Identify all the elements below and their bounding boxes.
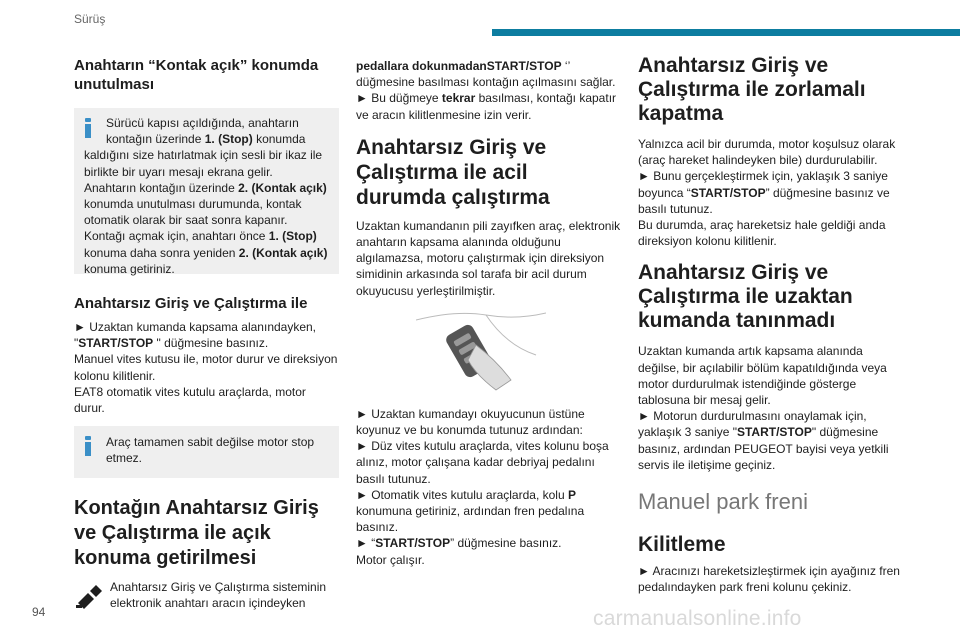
note-text: kontağın üzerinde 1. (Stop) konumda	[106, 132, 306, 147]
info-note	[74, 108, 339, 274]
paragraph: Uzaktan kumanda artık kapsama alanında değilse, bir açılabilir bölüm kapatıldığında veya motor durdurulmak istendiğinde gösterge tablosuna bir mesaj gelir.	[638, 344, 887, 408]
header-accent-bar	[492, 29, 960, 36]
paragraph: ► Uzaktan kumanda kapsama alanındayken, "START/STOP " düğmesine basınız.	[74, 320, 317, 351]
info-icon	[85, 436, 91, 456]
car-keyless-icon	[74, 581, 104, 611]
paragraph: pedallara dokunmadanSTART/STOP ‘’	[356, 59, 571, 73]
paragraph: Yalnızca acil bir durumda, motor koşulsuz olarak (araç hareket halindeyken bile) durdurulabilir.	[638, 137, 896, 168]
heading-manual-parking-brake: Manuel park freni	[638, 489, 808, 515]
car-icon-paragraph: Anahtarsız Giriş ve Çalıştırma sisteminin elektronik anahtarı aracın içindeyken	[74, 579, 339, 611]
paragraph: ► Düz vites kutulu araçlarda, vites kolunu boşa alınız, motor çalışana kadar debriyaj pedalını basılı tutunuz.	[356, 439, 609, 486]
paragraph: ► Bu düğmeye tekrar basılması, kontağı kapatır ve aracın kilitlenmesine izin verir.	[356, 91, 617, 122]
column-left	[74, 56, 339, 612]
info-icon	[85, 118, 91, 138]
note-text: Anahtarın kontağın üzerinde 2. (Kontak açık) konumda unutulması durumunda, kontak otomatik olarak bir saat sonra kapanır.	[84, 180, 327, 228]
heading-locking: Kilitleme	[638, 533, 726, 557]
info-note	[74, 426, 339, 478]
paragraph: ► Motorun durdurulmasını onaylamak için, yaklaşık 3 saniye "START/STOP" düğmesine basınız, ardından PEUGEOT bayisi veya yetkili servis ile iletişime geçiniz.	[638, 409, 889, 472]
paragraph: Uzaktan kumandanın pili zayıfken araç, elektronik anahtarın kapsama alanında olduğunu algılamazsa, motoru çalıştırmak için direksiyon simidinin arkasında sol tarafa bir acil durum okuyucusu yerleştirilmiştir.	[356, 218, 621, 298]
heading-keyless-ignition-on: Kontağın Anahtarsız Giriş ve Çalıştırma ile açık konuma getirilmesi	[74, 497, 319, 570]
heading-keyless-stop: Anahtarsız Giriş ve Çalıştırma ile	[74, 295, 308, 312]
heading-remote-not-recognised: Anahtarsız Giriş ve Çalıştırma ile uzaktan kumanda tanınmadı	[638, 261, 853, 333]
paragraph: Manuel vites kutusu ile, motor durur ve direksiyon kolonu kilitlenir.	[74, 352, 338, 383]
note-text: Kontağı açmak için, anahtarı önce 1. (Stop) konuma daha sonra yeniden 2. (Kontak açık) konuma getiriniz.	[84, 229, 328, 276]
paragraph: ► Bunu gerçekleştirmek için, yaklaşık 3 saniye boyunca “START/STOP” düğmesine basınız ve basılı tutunuz.	[638, 169, 890, 216]
paragraph: ► Otomatik vites kutulu araçlarda, kolu P konumuna getiriniz, ardından fren pedalına basınız.	[356, 487, 585, 535]
note-text: Araç tamamen sabit değilse motor stop etmez.	[106, 435, 315, 466]
paragraph: Motor çalışır.	[356, 552, 425, 567]
paragraph: EAT8 otomatik vites kutulu araçlarda, motor durur.	[74, 384, 306, 416]
header-section-label: Sürüş	[74, 12, 106, 26]
watermark: carmanualsonline.info	[593, 607, 802, 630]
note-text: Sürücü kapısı açıldığında, anahtarın	[106, 116, 299, 130]
key-reader-illustration	[416, 305, 546, 393]
column-right	[638, 54, 903, 595]
paragraph: ► Uzaktan kumandayı okuyucunun üstüne koyunuz ve bu konumda tutunuz ardından:	[356, 406, 585, 438]
heading-emergency-start: Anahtarsız Giriş ve Çalıştırma ile acil durumda çalıştırma	[356, 135, 550, 209]
heading-forced-shutdown: Anahtarsız Giriş ve Çalıştırma ile zorlamalı kapatma	[638, 54, 866, 125]
heading-key-left-on: Anahtarın “Kontak açık” konumda unutulması	[74, 57, 319, 93]
paragraph: ► “START/STOP” düğmesine basınız.	[356, 536, 562, 551]
paragraph: Bu durumda, araç hareketsiz hale geldiği anda direksiyon kolonu kilitlenir.	[638, 218, 886, 249]
paragraph: ► Aracınızı hareketsizleştirmek için ayağınız fren pedalındayken park freni kolunu çekiniz.	[638, 564, 900, 595]
column-middle	[356, 54, 621, 568]
note-text: kaldığını size hatırlatmak için sesli bir ikaz ile birlikte bir uyarı mesajı ekrana gelir.	[84, 148, 323, 179]
page-number: 94	[32, 605, 46, 619]
paragraph: düğmesine basılması kontağın açılmasını sağlar.	[356, 75, 616, 90]
